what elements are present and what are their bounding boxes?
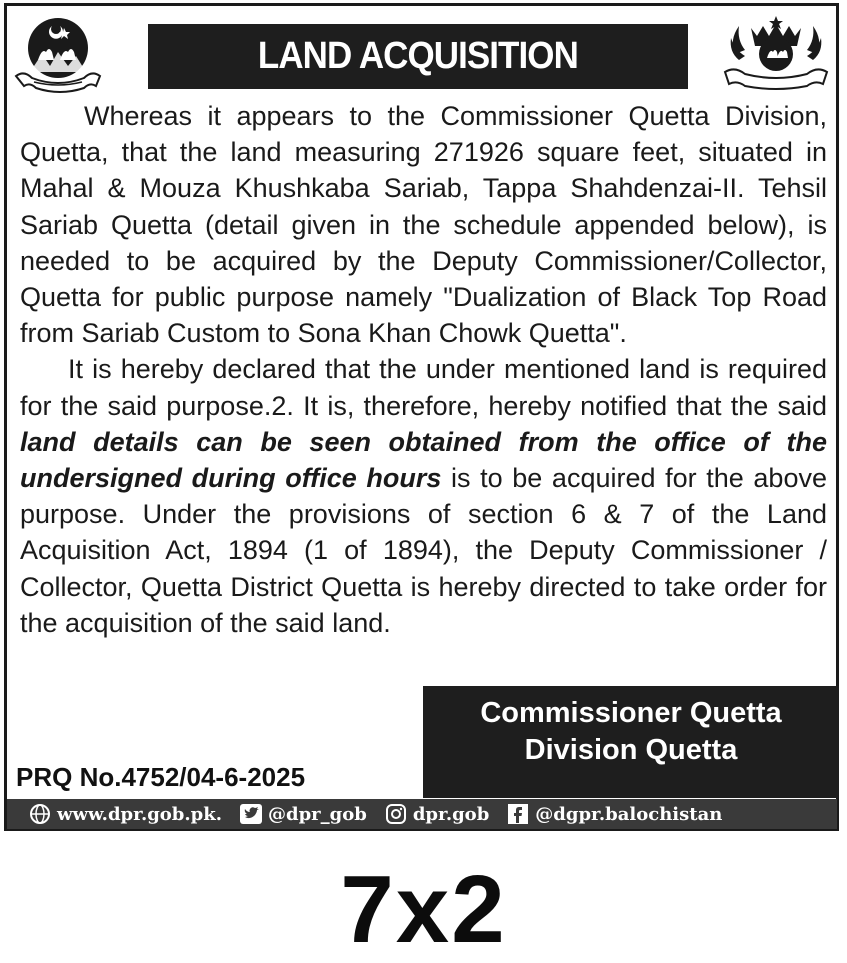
facebook-icon bbox=[507, 803, 529, 825]
signature-line-1: Commissioner Quetta bbox=[480, 697, 782, 729]
facebook-handle: @dgpr.balochistan bbox=[535, 803, 723, 825]
ad-size-label: 7x2 bbox=[340, 856, 507, 963]
footer-website[interactable] bbox=[29, 803, 222, 825]
twitter-handle: @dpr_gob bbox=[267, 803, 367, 825]
title-banner bbox=[148, 24, 688, 89]
signature-block bbox=[423, 686, 839, 798]
paragraph-2 bbox=[20, 351, 827, 641]
signature-line-2: Division Quetta bbox=[524, 734, 738, 766]
footer-instagram[interactable] bbox=[385, 803, 489, 825]
paragraph-1: Whereas it appears to the Commissioner Quetta Division, Quetta, that the land measuring 271926 square feet, situated in Mahal & Mouza Khushkaba Sariab, Tappa Shahdenzai-II. Tehsil Sariab Quetta (detail given in the schedule appended below), is needed to be acquired by the Deputy Commissioner/Collector, Quetta for public purpose namely "Dualization of Black Top Road from Sariab Custom to Sona Khan Chowk Quetta". bbox=[20, 101, 827, 349]
footer-contact-bar bbox=[7, 799, 837, 829]
instagram-handle: dpr.gob bbox=[412, 803, 490, 825]
notice-body bbox=[20, 98, 827, 641]
paragraph-2-end: is to be acquired for the above purpose. Under the provisions of section 6 & 7 of the Land Acquisition Act, 1894 (1 of 1894), the Deputy Commissioner / Collector, Quetta District Quetta is hereby directed to take order for the acquisition of the said land. bbox=[20, 463, 827, 638]
prq-number: PRQ No.4752/04-6-2025 bbox=[16, 762, 306, 792]
instagram-icon bbox=[385, 803, 407, 825]
globe-icon bbox=[29, 803, 51, 825]
page-title: LAND ACQUISITION bbox=[258, 35, 578, 77]
paragraph-2-start: It is hereby declared that the under mentioned land is required for the said purpose.2. It is, therefore, hereby notified that the said bbox=[20, 354, 827, 421]
footer-twitter[interactable] bbox=[240, 803, 367, 825]
twitter-icon bbox=[240, 803, 262, 825]
dgpr-emblem-right-icon bbox=[717, 14, 835, 94]
website-text: www.dpr.gob.pk. bbox=[57, 803, 222, 825]
paragraph-2-emphasis: land details can be seen obtained from the office of the undersigned during office hours bbox=[20, 426, 827, 494]
footer-facebook[interactable] bbox=[507, 803, 722, 825]
balochistan-emblem-left-icon bbox=[12, 16, 104, 94]
